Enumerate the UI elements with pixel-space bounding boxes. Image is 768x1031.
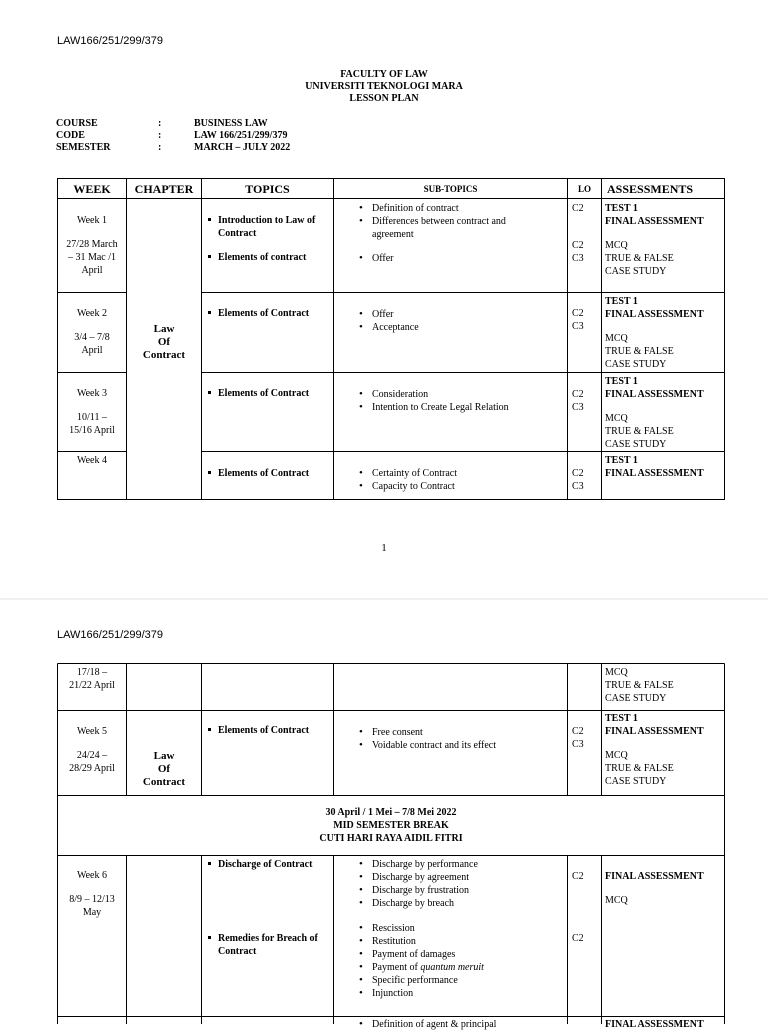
subtopic-item: • Rescission <box>359 922 564 935</box>
subtopic-item: • Discharge by agreement <box>359 871 564 884</box>
subtopics-cell <box>359 308 564 334</box>
lo-cell <box>572 725 584 751</box>
week-label: Week 5 <box>76 726 107 737</box>
chapter-line: Of <box>157 763 171 775</box>
meta-value-semester: MARCH – JULY 2022 <box>194 142 291 153</box>
lo-value: C2 <box>572 308 584 319</box>
lo-value: C3 <box>572 481 584 492</box>
assessment-item: MCQ <box>605 750 628 761</box>
header-lo: LO <box>577 184 591 194</box>
week-dates: 28/29 April <box>69 763 115 774</box>
assessment-item: TRUE & FALSE <box>605 253 674 264</box>
week-dates: 17/18 – <box>76 667 108 678</box>
lo-cell <box>572 932 584 945</box>
week-cell <box>58 725 126 775</box>
assessment-cell <box>605 1018 704 1031</box>
subtopic-item: • Intention to Create Legal Relation <box>359 401 564 414</box>
topics-cell <box>208 307 330 320</box>
assessment-item: MCQ <box>605 667 628 678</box>
week-label: Week 3 <box>76 388 107 399</box>
break-subtitle: CUTI HARI RAYA AIDIL FITRI <box>319 833 463 844</box>
assessment-item: TRUE & FALSE <box>605 763 674 774</box>
header-topics: TOPICS <box>245 182 290 196</box>
meta-label-code: CODE <box>56 130 85 141</box>
subtopic-item: • Free consent <box>359 726 564 739</box>
week-label: Week 2 <box>76 308 107 319</box>
meta-sep: : <box>158 142 162 153</box>
assessment-item: CASE STUDY <box>605 776 667 787</box>
subtopics-cell <box>359 1018 564 1031</box>
assessment-item: MCQ <box>605 413 628 424</box>
assessment-item: FINAL ASSESSMENT <box>605 216 704 227</box>
break-dates: 30 April / 1 Mei – 7/8 Mei 2022 <box>325 807 457 818</box>
topics-cell <box>208 467 330 480</box>
chapter-line: Contract <box>142 776 186 788</box>
topic-item: Elements of Contract <box>208 387 330 400</box>
topics-cell <box>208 858 330 871</box>
lesson-plan-title: LESSON PLAN <box>349 93 419 104</box>
topic-item: Remedies for Breach of Contract <box>208 932 330 958</box>
subtopic-item: • Discharge by breach <box>359 897 564 910</box>
chapter-line: Law <box>153 323 175 335</box>
chapter-cell <box>127 750 201 789</box>
topic-item: Introduction to Law of Contract <box>208 214 330 240</box>
topics-cell <box>208 387 330 400</box>
faculty-title: FACULTY OF LAW <box>340 69 428 80</box>
week-dates: – 31 Mac /1 <box>67 252 117 263</box>
subtopic-item: • Offer <box>359 252 564 265</box>
lo-cell <box>572 467 584 493</box>
subtopic-item: • Certainty of Contract <box>359 467 564 480</box>
lo-cell <box>572 388 584 414</box>
meta-value-course: BUSINESS LAW <box>194 118 268 129</box>
subtopic-item: • Injunction <box>359 987 564 1000</box>
assessment-item: CASE STUDY <box>605 693 667 704</box>
chapter-line: Law <box>153 750 175 762</box>
header-subtopics: SUB-TOPICS <box>423 184 478 194</box>
topics-cell <box>208 932 330 958</box>
lo-cell <box>572 870 584 883</box>
assessment-item: CASE STUDY <box>605 266 667 277</box>
subtopic-item: • Acceptance <box>359 321 564 334</box>
week-cell <box>58 387 126 437</box>
topic-item: Elements of Contract <box>208 724 330 737</box>
assessment-item: FINAL ASSESSMENT <box>605 389 704 400</box>
week-cell <box>58 869 126 919</box>
assessment-item: TEST 1 <box>605 203 638 214</box>
subtopic-item: • Payment of quantum meruit <box>359 961 564 974</box>
subtopic-item: • Specific performance <box>359 974 564 987</box>
week-cell <box>58 666 126 692</box>
week-cell <box>58 454 126 467</box>
subtopic-item: • Capacity to Contract <box>359 480 564 493</box>
assessment-item: FINAL ASSESSMENT <box>605 309 704 320</box>
university-title: UNIVERSITI TEKNOLOGI MARA <box>305 81 463 92</box>
assessment-item: TRUE & FALSE <box>605 426 674 437</box>
week-dates: May <box>82 907 102 918</box>
assessment-item: CASE STUDY <box>605 439 667 450</box>
assessment-cell <box>605 454 704 480</box>
assessment-item: MCQ <box>605 240 628 251</box>
subtopics-cell <box>359 202 564 265</box>
lo-value: C2 <box>572 203 584 214</box>
lo-cell <box>572 202 584 265</box>
assessment-item: CASE STUDY <box>605 359 667 370</box>
lo-value: C3 <box>572 739 584 750</box>
subtopic-item: • Consideration <box>359 388 564 401</box>
document-code: LAW166/251/299/379 <box>57 35 164 47</box>
page-separator <box>0 598 768 600</box>
lo-value: C3 <box>572 321 584 332</box>
assessment-item: FINAL ASSESSMENT <box>605 726 704 737</box>
assessment-item: FINAL ASSESSMENT <box>605 871 704 882</box>
week-label: Week 4 <box>76 455 107 466</box>
page-number: 1 <box>381 542 387 554</box>
assessment-item: TEST 1 <box>605 455 638 466</box>
lo-value: C2 <box>572 933 584 944</box>
lo-cell <box>572 307 584 333</box>
week-dates: 21/22 April <box>69 680 115 691</box>
week-dates: 10/11 – <box>77 412 107 423</box>
topic-item: Elements of contract <box>208 251 330 264</box>
assessment-cell <box>605 202 704 278</box>
subtopic-item: • Restitution <box>359 935 564 948</box>
topic-item: Elements of Contract <box>208 467 330 480</box>
lo-value: C3 <box>572 253 584 264</box>
chapter-cell <box>127 323 201 362</box>
assessment-item: FINAL ASSESSMENT <box>605 1019 704 1030</box>
subtopic-item: • Payment of damages <box>359 948 564 961</box>
assessment-item: TRUE & FALSE <box>605 346 674 357</box>
subtopic-item: • Voidable contract and its effect <box>359 739 564 752</box>
meta-sep: : <box>158 130 162 141</box>
meta-label-course: COURSE <box>56 118 98 129</box>
subtopic-item: • Differences between contract and agreement <box>359 215 564 241</box>
week-dates: April <box>81 265 103 276</box>
lo-value: C2 <box>572 240 584 251</box>
lo-value: C2 <box>572 389 584 400</box>
lo-value: C2 <box>572 468 584 479</box>
week-label: Week 1 <box>76 215 107 226</box>
assessment-item: TEST 1 <box>605 296 638 307</box>
meta-sep: : <box>158 118 162 129</box>
week-dates: 8/9 – 12/13 <box>69 894 115 905</box>
week-cell <box>58 307 126 357</box>
subtopics-cell <box>359 726 564 752</box>
week-cell <box>58 214 126 277</box>
subtopic-item: • Discharge by performance <box>359 858 564 871</box>
assessment-item: TRUE & FALSE <box>605 680 674 691</box>
assessment-cell <box>605 712 704 788</box>
subtopics-cell <box>359 388 564 414</box>
header-assessments: ASSESSMENTS <box>607 182 694 196</box>
week-dates: 3/4 – 7/8 <box>74 332 110 343</box>
meta-label-semester: SEMESTER <box>56 142 111 153</box>
topics-cell <box>208 724 330 737</box>
lo-value: C3 <box>572 402 584 413</box>
document-code: LAW166/251/299/379 <box>57 629 164 641</box>
assessment-cell <box>605 666 674 705</box>
mid-semester-break <box>58 806 724 845</box>
assessment-cell <box>605 295 704 371</box>
subtopic-item: • Definition of agent & principal <box>359 1018 564 1031</box>
assessment-item: TEST 1 <box>605 376 638 387</box>
subtopics-cell <box>359 467 564 493</box>
topic-item: Discharge of Contract <box>208 858 330 871</box>
topics-cell <box>208 214 330 264</box>
header-chapter: CHAPTER <box>134 182 194 196</box>
assessment-item: MCQ <box>605 333 628 344</box>
week-label: Week 6 <box>76 870 107 881</box>
chapter-line: Of <box>157 336 171 348</box>
assessment-item: TEST 1 <box>605 713 638 724</box>
subtopics-cell <box>359 858 564 1000</box>
assessment-item: FINAL ASSESSMENT <box>605 468 704 479</box>
assessment-cell <box>605 375 704 451</box>
assessment-cell <box>605 870 704 907</box>
week-dates: April <box>81 345 103 356</box>
break-title: MID SEMESTER BREAK <box>333 820 449 831</box>
assessment-item: MCQ <box>605 895 628 906</box>
week-dates: 24/24 – <box>76 750 108 761</box>
subtopic-item: • Discharge by frustration <box>359 884 564 897</box>
lo-value: C2 <box>572 871 584 882</box>
chapter-line: Contract <box>142 349 186 361</box>
subtopic-item: • Offer <box>359 308 564 321</box>
subtopic-item: • Definition of contract <box>359 202 564 215</box>
lo-value: C2 <box>572 726 584 737</box>
header-week: WEEK <box>73 182 111 196</box>
topic-item: Elements of Contract <box>208 307 330 320</box>
meta-value-code: LAW 166/251/299/379 <box>194 130 288 141</box>
week-dates: 15/16 April <box>69 425 115 436</box>
week-dates: 27/28 March <box>66 239 118 250</box>
